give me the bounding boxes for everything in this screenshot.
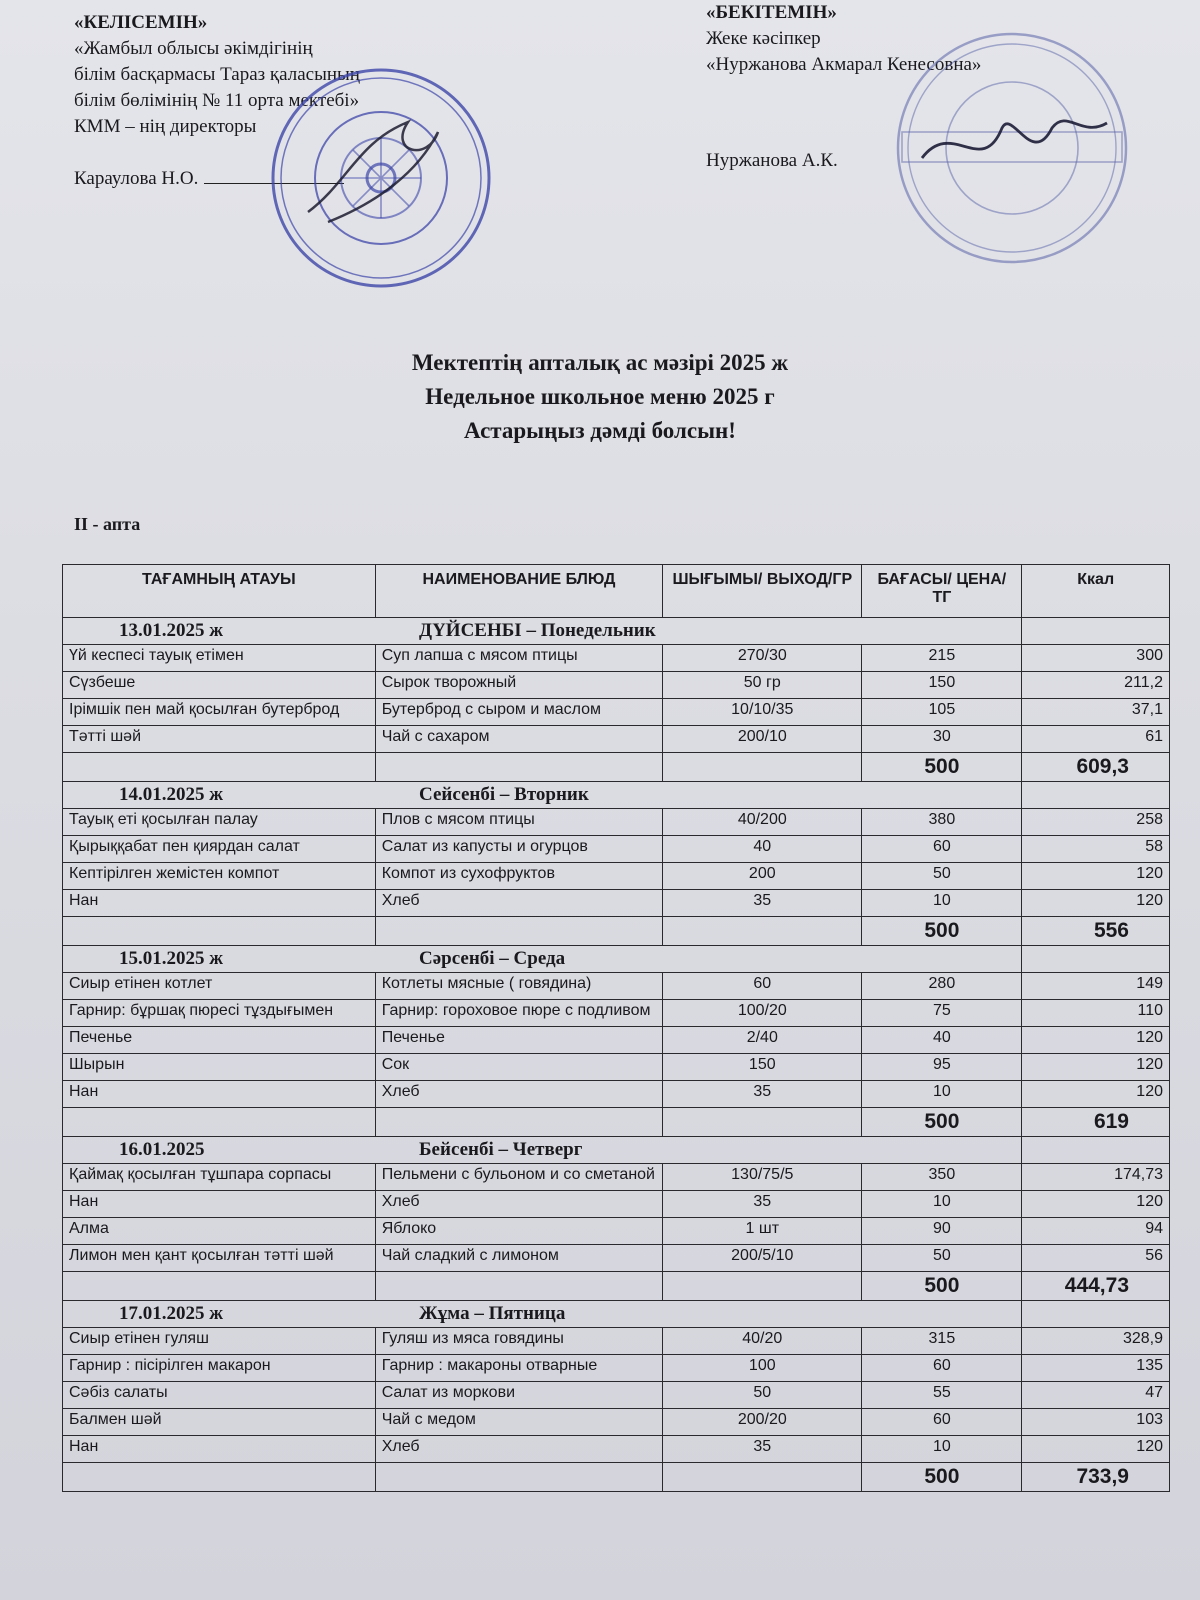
total-blank-cell: [63, 1463, 376, 1492]
dish-name-ru: Плов с мясом птицы: [375, 809, 663, 836]
dish-output: 150: [663, 1054, 862, 1081]
dish-kcal: 120: [1022, 1081, 1170, 1108]
day-total-row: [63, 917, 1170, 946]
dish-price: 60: [862, 1355, 1022, 1382]
day-header-cell: [63, 946, 1022, 973]
dish-name-kz: Тәтті шәй: [63, 726, 376, 753]
dish-name-kz: Шырын: [63, 1054, 376, 1081]
approval-left-signer: Караулова Н.О.: [74, 168, 199, 189]
total-blank-cell: [663, 1108, 862, 1137]
approval-right-line1: Жеке кәсіпкер: [706, 28, 821, 49]
dish-kcal: 149: [1022, 973, 1170, 1000]
menu-item-row: [63, 1382, 1170, 1409]
dish-output: 40/200: [663, 809, 862, 836]
dish-price: 105: [862, 699, 1022, 726]
total-blank-cell: [375, 1108, 663, 1137]
dish-name-kz: Алма: [63, 1218, 376, 1245]
dish-name-ru: Гарнир: гороховое пюре с подливом: [375, 1000, 663, 1027]
dish-name-ru: Суп лапша с мясом птицы: [375, 645, 663, 672]
dish-name-ru: Гуляш из мяса говядины: [375, 1328, 663, 1355]
dish-kcal: 94: [1022, 1218, 1170, 1245]
dish-price: 90: [862, 1218, 1022, 1245]
dish-kcal: 120: [1022, 1027, 1170, 1054]
dish-output: 200/5/10: [663, 1245, 862, 1272]
dish-kcal: 47: [1022, 1382, 1170, 1409]
dish-name-kz: Нан: [63, 890, 376, 917]
dish-name-ru: Сок: [375, 1054, 663, 1081]
dish-name-kz: Ірімшік пен май қосылған бутерброд: [63, 699, 376, 726]
day-date: 15.01.2025 ж: [119, 948, 224, 969]
dish-name-ru: Хлеб: [375, 1081, 663, 1108]
day-header-row: [63, 946, 1170, 973]
menu-item-row: [63, 672, 1170, 699]
day-total-kcal: 733,9: [1022, 1463, 1170, 1492]
approval-left-line4: КММ – нің директоры: [74, 116, 257, 137]
day-header-blank: [1022, 618, 1170, 645]
dish-name-ru: Салат из моркови: [375, 1382, 663, 1409]
dish-name-kz: Балмен шәй: [63, 1409, 376, 1436]
menu-item-row: [63, 1245, 1170, 1272]
dish-kcal: 37,1: [1022, 699, 1170, 726]
approval-left-line1: «Жамбыл облысы әкімдігінің: [74, 38, 313, 59]
menu-item-row: [63, 863, 1170, 890]
day-total-price: 500: [862, 753, 1022, 782]
day-name: ДҮЙСЕНБІ – Понедельник: [419, 620, 656, 641]
dish-price: 75: [862, 1000, 1022, 1027]
dish-name-kz: Гарнир: бұршақ пюресі тұздығымен: [63, 1000, 376, 1027]
total-blank-cell: [63, 917, 376, 946]
dish-name-kz: Нан: [63, 1081, 376, 1108]
dish-name-ru: Хлеб: [375, 1436, 663, 1463]
dish-kcal: 61: [1022, 726, 1170, 753]
approval-left-title: «КЕЛІСЕМІН»: [74, 12, 208, 33]
total-blank-cell: [63, 1272, 376, 1301]
table-header-row: [63, 565, 1170, 618]
day-header-blank: [1022, 1301, 1170, 1328]
dish-kcal: 120: [1022, 1436, 1170, 1463]
day-header-blank: [1022, 946, 1170, 973]
dish-name-ru: Печенье: [375, 1027, 663, 1054]
dish-output: 50 гр: [663, 672, 862, 699]
dish-kcal: 174,73: [1022, 1164, 1170, 1191]
dish-name-kz: Кептірілген жемістен компот: [63, 863, 376, 890]
dish-kcal: 135: [1022, 1355, 1170, 1382]
menu-item-row: [63, 726, 1170, 753]
dish-price: 215: [862, 645, 1022, 672]
dish-price: 60: [862, 836, 1022, 863]
day-total-row: [63, 1463, 1170, 1492]
day-name: Жұма – Пятница: [419, 1303, 566, 1324]
dish-kcal: 300: [1022, 645, 1170, 672]
menu-item-row: [63, 1081, 1170, 1108]
total-blank-cell: [663, 1272, 862, 1301]
dish-output: 60: [663, 973, 862, 1000]
dish-price: 150: [862, 672, 1022, 699]
title-russian: Недельное школьное меню 2025 г: [425, 384, 775, 409]
col-header-ru-name: НАИМЕНОВАНИЕ БЛЮД: [375, 565, 663, 618]
dish-name-kz: Печенье: [63, 1027, 376, 1054]
menu-item-row: [63, 1054, 1170, 1081]
day-header-cell: [63, 782, 1022, 809]
dish-output: 200/10: [663, 726, 862, 753]
day-total-price: 500: [862, 1463, 1022, 1492]
week-label: II - апта: [74, 514, 141, 534]
title-wish: Астарыңыз дәмді болсын!: [464, 418, 736, 443]
day-total-price: 500: [862, 1108, 1022, 1137]
col-header-price: БАҒАСЫ/ ЦЕНА/ТГ: [862, 565, 1022, 618]
total-blank-cell: [375, 917, 663, 946]
dish-kcal: 211,2: [1022, 672, 1170, 699]
total-blank-cell: [375, 1272, 663, 1301]
approval-right-title: «БЕКІТЕМІН»: [706, 2, 837, 23]
dish-kcal: 120: [1022, 1191, 1170, 1218]
dish-kcal: 120: [1022, 863, 1170, 890]
dish-price: 10: [862, 1436, 1022, 1463]
dish-name-ru: Котлеты мясные ( говядина): [375, 973, 663, 1000]
day-total-row: [63, 1108, 1170, 1137]
menu-body: [63, 618, 1170, 1492]
dish-kcal: 56: [1022, 1245, 1170, 1272]
dish-price: 10: [862, 1191, 1022, 1218]
menu-item-row: [63, 1164, 1170, 1191]
dish-name-ru: Пельмени с бульоном и со сметаной: [375, 1164, 663, 1191]
dish-kcal: 328,9: [1022, 1328, 1170, 1355]
dish-output: 40: [663, 836, 862, 863]
day-header-cell: [63, 1301, 1022, 1328]
dish-name-kz: Үй кеспесі тауық етімен: [63, 645, 376, 672]
dish-price: 30: [862, 726, 1022, 753]
day-header-cell: [63, 1137, 1022, 1164]
day-header-blank: [1022, 782, 1170, 809]
dish-price: 380: [862, 809, 1022, 836]
dish-price: 40: [862, 1027, 1022, 1054]
day-total-kcal: 619: [1022, 1108, 1170, 1137]
dish-name-ru: Компот из сухофруктов: [375, 863, 663, 890]
day-date: 14.01.2025 ж: [119, 784, 224, 805]
dish-name-kz: Қырыққабат пен қиярдан салат: [63, 836, 376, 863]
approval-left-line3: білім бөлімінің № 11 орта мектебі»: [74, 90, 360, 111]
menu-item-row: [63, 699, 1170, 726]
dish-name-ru: Салат из капусты и огурцов: [375, 836, 663, 863]
dish-name-kz: Нан: [63, 1436, 376, 1463]
day-header-row: [63, 782, 1170, 809]
total-blank-cell: [375, 1463, 663, 1492]
total-blank-cell: [663, 753, 862, 782]
dish-price: 10: [862, 890, 1022, 917]
day-name: Бейсенбі – Четверг: [419, 1139, 583, 1160]
dish-price: 280: [862, 973, 1022, 1000]
dish-name-ru: Хлеб: [375, 890, 663, 917]
day-total-kcal: 556: [1022, 917, 1170, 946]
dish-output: 100: [663, 1355, 862, 1382]
day-header-row: [63, 1137, 1170, 1164]
dish-output: 10/10/35: [663, 699, 862, 726]
approval-right-line2: «Нуржанова Акмарал Кенесовна»: [706, 54, 982, 75]
document-titles: [0, 346, 1200, 448]
dish-output: 200: [663, 863, 862, 890]
dish-name-ru: Чай с сахаром: [375, 726, 663, 753]
day-date: 17.01.2025 ж: [119, 1303, 224, 1324]
dish-output: 2/40: [663, 1027, 862, 1054]
dish-output: 35: [663, 1191, 862, 1218]
day-header-row: [63, 1301, 1170, 1328]
day-name: Сәрсенбі – Среда: [419, 948, 566, 969]
dish-name-kz: Гарнир : пісірілген макарон: [63, 1355, 376, 1382]
menu-item-row: [63, 836, 1170, 863]
approval-right-signer: Нуржанова А.К.: [706, 150, 838, 171]
day-total-row: [63, 753, 1170, 782]
day-date: 13.01.2025 ж: [119, 620, 224, 641]
dish-price: 350: [862, 1164, 1022, 1191]
dish-name-ru: Гарнир : макароны отварные: [375, 1355, 663, 1382]
menu-item-row: [63, 1436, 1170, 1463]
dish-name-ru: Яблоко: [375, 1218, 663, 1245]
dish-price: 315: [862, 1328, 1022, 1355]
menu-item-row: [63, 1000, 1170, 1027]
dish-price: 95: [862, 1054, 1022, 1081]
dish-name-ru: Бутерброд с сыром и маслом: [375, 699, 663, 726]
total-blank-cell: [63, 1108, 376, 1137]
dish-name-ru: Хлеб: [375, 1191, 663, 1218]
dish-output: 50: [663, 1382, 862, 1409]
dish-name-kz: Нан: [63, 1191, 376, 1218]
day-total-kcal: 444,73: [1022, 1272, 1170, 1301]
dish-name-kz: Сүзбеше: [63, 672, 376, 699]
dish-name-kz: Сиыр етінен котлет: [63, 973, 376, 1000]
dish-kcal: 58: [1022, 836, 1170, 863]
menu-table: [62, 564, 1170, 1492]
dish-price: 50: [862, 1245, 1022, 1272]
dish-name-kz: Сәбіз салаты: [63, 1382, 376, 1409]
approval-left-line2: білім басқармасы Тараз қаласының: [74, 64, 360, 85]
menu-item-row: [63, 1218, 1170, 1245]
col-header-kcal: Ккал: [1022, 565, 1170, 618]
dish-output: 40/20: [663, 1328, 862, 1355]
dish-price: 60: [862, 1409, 1022, 1436]
dish-price: 50: [862, 863, 1022, 890]
menu-item-row: [63, 1328, 1170, 1355]
total-blank-cell: [663, 917, 862, 946]
dish-output: 35: [663, 1081, 862, 1108]
dish-name-ru: Сырок творожный: [375, 672, 663, 699]
menu-item-row: [63, 1355, 1170, 1382]
menu-item-row: [63, 1027, 1170, 1054]
dish-kcal: 120: [1022, 1054, 1170, 1081]
dish-output: 35: [663, 890, 862, 917]
menu-item-row: [63, 890, 1170, 917]
dish-output: 130/75/5: [663, 1164, 862, 1191]
dish-kcal: 103: [1022, 1409, 1170, 1436]
total-blank-cell: [63, 753, 376, 782]
day-header-blank: [1022, 1137, 1170, 1164]
school-seal-stamp: [268, 62, 494, 294]
day-name: Сейсенбі – Вторник: [419, 784, 589, 805]
col-header-kz-name: ТАҒАМНЫҢ АТАУЫ: [63, 565, 376, 618]
dish-name-kz: Лимон мен қант қосылған тәтті шәй: [63, 1245, 376, 1272]
day-total-price: 500: [862, 1272, 1022, 1301]
menu-item-row: [63, 645, 1170, 672]
dish-price: 10: [862, 1081, 1022, 1108]
day-header-row: [63, 618, 1170, 645]
title-kazakh: Мектептің апталық ас мәзірі 2025 ж: [411, 350, 789, 375]
day-total-price: 500: [862, 917, 1022, 946]
menu-item-row: [63, 973, 1170, 1000]
dish-kcal: 120: [1022, 890, 1170, 917]
dish-kcal: 110: [1022, 1000, 1170, 1027]
dish-output: 100/20: [663, 1000, 862, 1027]
dish-name-kz: Қаймақ қосылған тұшпара сорпасы: [63, 1164, 376, 1191]
dish-output: 200/20: [663, 1409, 862, 1436]
dish-name-ru: Чай с медом: [375, 1409, 663, 1436]
menu-item-row: [63, 1191, 1170, 1218]
dish-price: 55: [862, 1382, 1022, 1409]
dish-output: 1 шт: [663, 1218, 862, 1245]
total-blank-cell: [663, 1463, 862, 1492]
menu-item-row: [63, 1409, 1170, 1436]
entrepreneur-seal-stamp: [892, 28, 1132, 268]
col-header-output: ШЫҒЫМЫ/ ВЫХОД/ГР: [663, 565, 862, 618]
dish-output: 35: [663, 1436, 862, 1463]
dish-name-ru: Чай сладкий с лимоном: [375, 1245, 663, 1272]
total-blank-cell: [375, 753, 663, 782]
day-total-row: [63, 1272, 1170, 1301]
dish-kcal: 258: [1022, 809, 1170, 836]
dish-name-kz: Сиыр етінен гуляш: [63, 1328, 376, 1355]
day-header-cell: [63, 618, 1022, 645]
menu-item-row: [63, 809, 1170, 836]
day-total-kcal: 609,3: [1022, 753, 1170, 782]
day-date: 16.01.2025: [119, 1139, 205, 1160]
dish-name-kz: Тауық еті қосылған палау: [63, 809, 376, 836]
dish-output: 270/30: [663, 645, 862, 672]
